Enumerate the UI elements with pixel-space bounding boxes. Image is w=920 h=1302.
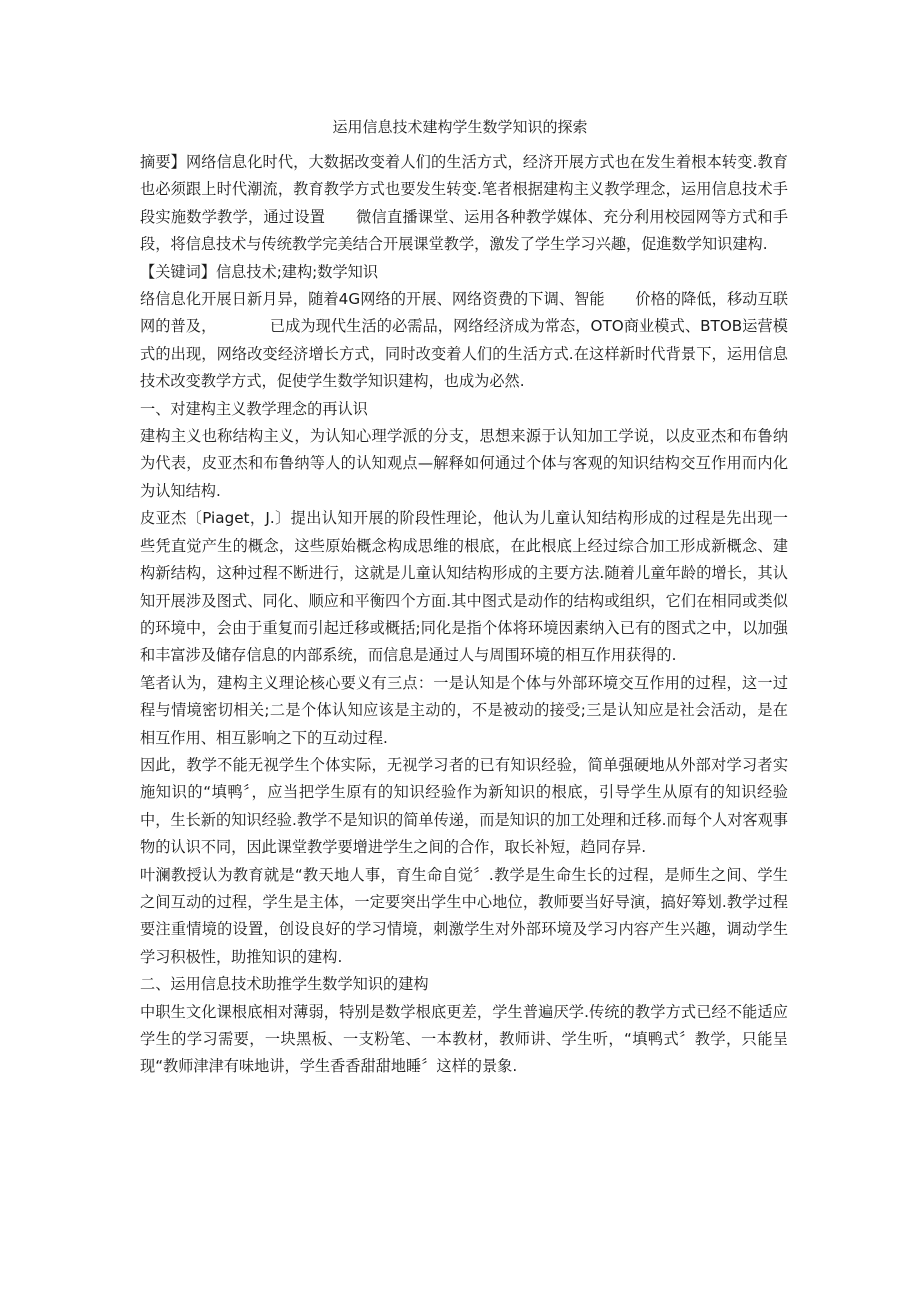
section-heading-2: 二、运用信息技术助推学生数学知识的建构 <box>140 975 429 994</box>
abstract-paragraph: 摘要】网络信息化时代，大数据改变着人们的生活方式，经济开展方式也在发生着根本转变.教育也必须跟上时代潮流，教育教学方式也要发生转变.笔者根据建构主义教学理念，运用信息技术手段实施数学教学，通过设置 微信直播课堂、运用各种教学媒体、充分利用校园网等方式和手段，将信息技术与传统教学完美结合开展课堂教学，激发了学生学习兴趣，促進数学知识建构. <box>140 153 788 254</box>
section-heading-1: 一、对建构主义教学理念的再认识 <box>140 399 368 418</box>
body-paragraph: 叶澜教授认为教育就是“教天地人事，育生命自觉〞.教学是生命生长的过程，是师生之间、学生之间互动的过程，学生是主体，一定要突出学生中心地位，教师要当好导演，搞好筹划.教学过程要注重情境的设置，创设良好的学习情境，刺激学生对外部环境及学习内容产生兴趣，调动学生学习积极性，助推知识的建构. <box>140 865 788 966</box>
body-paragraph: 皮亚杰〔Piaget，J.〕提出认知开展的阶段性理论，他认为儿童认知结构形成的过程是先出现一些凭直觉产生的概念，这些原始概念构成思维的根底，在此根底上经过综合加工形成新概念、建构新结构，这种过程不断进行，这就是儿童认知结构形成的主要方法.随着儿童年龄的增长，其认知开展涉及图式、同化、顺应和平衡四个方面.其中图式是动作的结构或组织，它们在相同或类似的环境中，会由于重复而引起迁移或概括;同化是指个体将环境因素纳入已有的图式之中，以加强和丰富涉及储存信息的内部系统，而信息是通过人与周围环境的相互作用获得的. <box>140 509 788 665</box>
body-paragraph: 建构主义也称结构主义，为认知心理学派的分支，思想来源于认知加工学说，以皮亚杰和布鲁纳为代表，皮亚杰和布鲁纳等人的认知观点—解释如何通过个体与客观的知识结构交互作用而内化为认知结构. <box>140 427 788 500</box>
body-paragraph: 笔者认为，建构主义理论核心要义有三点：一是认知是个体与外部环境交互作用的过程，这一过程与情境密切相关;二是个体认知应该是主动的，不是被动的接受;三是认知应是社会活动，是在相互作用、相互影响之下的互动过程. <box>140 673 788 747</box>
intro-paragraph: 络信息化开展日新月异，随着4G网络的开展、网络资费的下调、智能 价格的降低，移动互联网的普及， 已成为现代生活的必需品，网络经济成为常态，OTO商业模式、BTOB运营模式的出现，网络改变经济增长方式，同时改变着人们的生活方式.在这样新时代背景下，运用信息技术改变教学方式，促使学生数学知识建构，也成为必然. <box>140 290 788 391</box>
document-title: 运用信息技术建构学生数学知识的探索 <box>332 118 588 136</box>
body-paragraph: 因此，教学不能无视学生个体实际，无视学习者的已有知识经验，简单强硬地从外部对学习者实施知识的“填鸭〞，应当把学生原有的知识经验作为新知识的根底，引导学生从原有的知识经验中，生长新的知识经验.教学不是知识的简单传递，而是知识的加工处理和迁移.而每个人对客观事物的认识不同，因此课堂教学要增进学生之间的合作，取长补短，趋同存异. <box>140 755 788 857</box>
keywords-paragraph: 【关键词】信息技术;建构;数学知识 <box>140 262 379 281</box>
body-paragraph: 中职生文化课根底相对薄弱，特别是数学根底更差，学生普遍厌学.传统的教学方式已经不能适应学生的学习需要，一块黑板、一支粉笔、一本教材，教师讲、学生听，“填鸭式〞教学，只能呈现“教师津津有味地讲，学生香香甜甜地睡〞这样的景象. <box>140 1002 788 1076</box>
document-body <box>140 149 788 1081</box>
